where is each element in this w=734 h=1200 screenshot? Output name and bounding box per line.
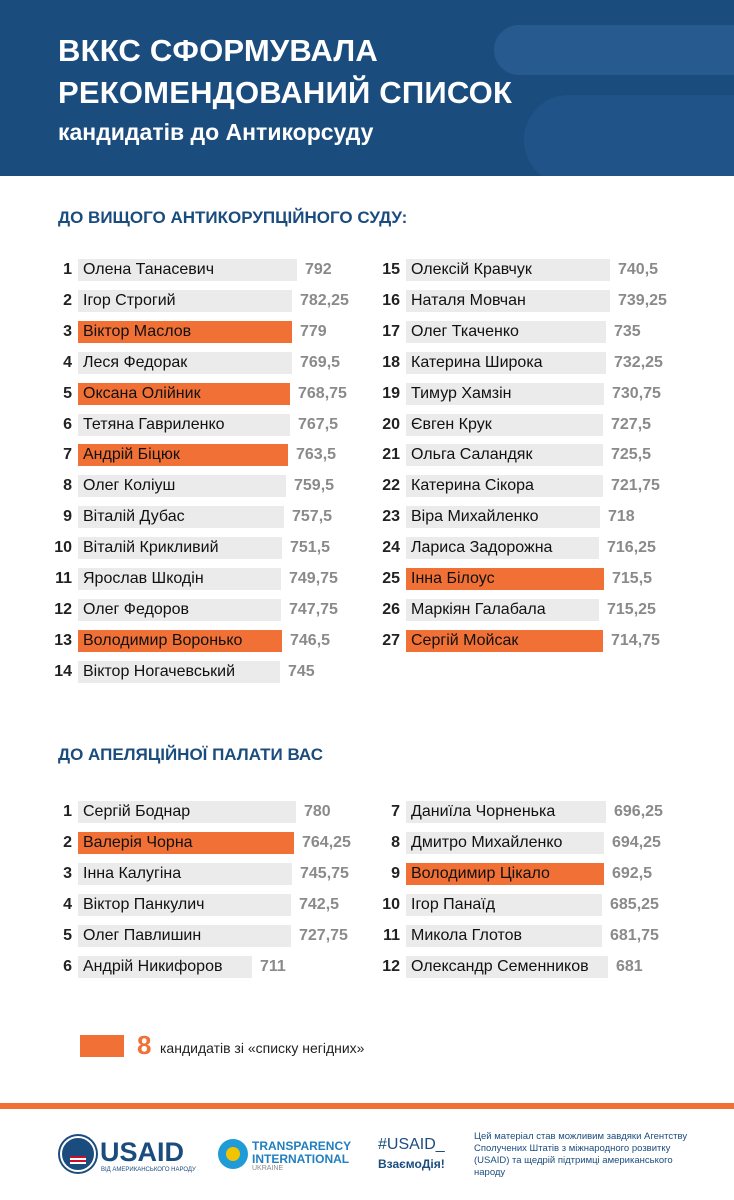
candidate-score: 711 [260,958,286,975]
candidate-number: 16 [382,291,400,309]
ti-logo-line2: INTERNATIONAL [252,1152,350,1166]
candidate-score: 692,5 [612,865,653,882]
candidate-row [52,956,286,978]
candidate-name: Віктор Ногачевський [78,661,280,683]
candidate-row [52,894,339,916]
candidate-row [380,290,667,312]
candidate-row [52,568,338,590]
candidate-number: 9 [63,508,72,526]
candidate-number: 1 [63,803,72,820]
hashtag-vzaemodia: ВзаємоДія! [378,1157,445,1171]
candidate-name: Дмитро Михайленко [406,832,604,854]
candidate-name: Леся Федорак [78,352,292,374]
candidate-score: 745 [288,662,315,680]
candidate-score: 746,5 [290,631,331,649]
candidate-row [52,506,332,528]
candidate-number: 23 [382,508,400,526]
candidate-row [52,661,315,683]
candidate-name: Олег Ткаченко [406,321,606,343]
candidate-row [380,414,651,436]
candidate-score: 757,5 [292,508,333,526]
candidate-name: Ігор Панаїд [406,894,602,916]
candidate-number: 12 [382,958,400,975]
candidate-name: Лариса Задорожна [406,537,599,559]
candidate-row [380,506,635,528]
candidate-name: Тетяна Гавриленко [78,414,290,436]
candidate-row [380,321,641,343]
candidate-score: 732,25 [614,353,663,371]
candidate-row [380,444,651,466]
transparency-international-icon [218,1139,248,1169]
candidate-score: 739,25 [618,291,667,309]
candidate-score: 735 [614,322,641,340]
candidate-score: 715,25 [607,600,656,618]
candidate-row [52,383,347,405]
candidate-number: 6 [63,958,72,975]
candidate-row [52,475,334,497]
disclaimer-text: Цей матеріал став можливим завдяки Агентству Сполучених Штатів з міжнародного розвитку (USAID) та щедрій підтримці американського народу [474,1131,688,1178]
hashtag-usaid: #USAID_ [378,1136,445,1153]
candidate-number: 25 [382,570,400,587]
candidate-number: 4 [63,353,72,371]
candidate-row [52,352,340,374]
candidate-score: 749,75 [289,570,338,587]
candidate-name: Сергій Боднар [78,801,296,823]
candidate-name: Микола Глотов [406,925,602,947]
candidate-row [52,832,351,854]
candidate-row [380,475,660,497]
candidate-row [52,863,349,885]
candidate-row [52,290,349,312]
candidate-row [380,383,661,405]
candidate-score: 782,25 [300,291,349,309]
candidate-name: Маркіян Галабала [406,599,599,621]
candidate-name: Даниїла Чорненька [406,801,606,823]
candidate-number: 10 [382,896,400,913]
candidate-row [380,599,656,621]
candidate-number: 7 [391,803,400,820]
candidate-score: 681 [616,958,643,975]
candidate-number: 5 [63,927,72,944]
candidate-name: Олег Федоров [78,599,281,621]
candidate-name: Олена Танасевич [78,259,297,281]
candidate-number: 14 [54,662,72,680]
candidate-name: Андрій Никифоров [78,956,252,978]
candidate-row [380,568,652,590]
candidate-number: 27 [382,631,400,649]
candidate-name: Катерина Широка [406,352,606,374]
candidate-row [52,537,330,559]
section-title-appeal-chamber: ДО АПЕЛЯЦІЙНОЇ ПАЛАТИ ВАС [58,745,324,764]
candidate-score: 725,5 [611,446,652,464]
candidate-score: 779 [300,322,327,340]
candidate-score: 768,75 [298,384,347,402]
candidate-row [380,259,658,281]
candidate-score: 740,5 [618,261,659,278]
candidate-name: Ольга Саландяк [406,444,603,466]
candidate-row [380,537,656,559]
header-banner [0,0,734,176]
section-title-supreme-court: ДО ВИЩОГО АНТИКОРУПЦІЙНОГО СУДУ: [58,208,408,227]
candidate-row [380,801,663,823]
candidate-number: 9 [391,865,400,882]
candidate-number: 2 [63,834,72,851]
legend-text: кандидатів зі «списку негідних» [160,1040,365,1056]
candidate-number: 2 [63,291,72,309]
candidate-number: 11 [383,927,400,944]
title-line-2: РЕКОМЕНДОВАНИЙ СПИСОК [58,75,513,110]
candidate-number: 20 [382,415,400,433]
candidate-number: 3 [63,322,72,340]
candidate-number: 26 [382,600,400,618]
candidate-number: 10 [54,539,72,557]
candidate-score: 763,5 [296,446,337,464]
candidate-row [380,832,661,854]
candidate-row [52,321,327,343]
candidate-score: 745,75 [300,865,349,882]
candidate-name: Володимир Воронько [78,630,282,652]
candidate-number: 8 [391,834,400,851]
candidate-name: Наталя Мовчан [406,290,610,312]
candidate-score: 759,5 [294,477,335,495]
candidate-number: 22 [382,477,400,495]
candidate-row [52,599,338,621]
candidate-name: Ярослав Шкодін [78,568,281,590]
candidate-score: 714,75 [611,631,660,649]
candidate-name: Ігор Строгий [78,290,292,312]
candidate-score: 792 [305,261,332,278]
candidate-row [52,925,348,947]
candidate-score: 780 [304,803,331,820]
candidate-name: Катерина Сікора [406,475,603,497]
candidate-name: Сергій Мойсак [406,630,603,652]
candidate-score: 767,5 [298,415,339,433]
candidate-number: 3 [63,865,72,882]
candidate-score: 751,5 [290,539,331,557]
candidate-name: Віталій Крикливий [78,537,282,559]
candidate-name: Тимур Хамзін [406,383,604,405]
title-line-1: ВККС СФОРМУВАЛА [58,33,378,68]
candidate-score: 685,25 [610,896,659,913]
candidate-score: 715,5 [612,570,653,587]
candidate-number: 15 [382,261,400,278]
candidate-row [52,444,336,466]
candidate-score: 730,75 [612,384,661,402]
candidate-score: 769,5 [300,353,341,371]
decor-shape [524,95,734,176]
ti-logo-line3: UKRAINE [252,1165,284,1172]
candidate-score: 681,75 [610,927,659,944]
candidate-number: 8 [63,477,72,495]
usaid-logo-text: USAID [100,1137,185,1167]
candidate-name: Інна Калугіна [78,863,292,885]
candidate-name: Олександр Семенников [406,956,608,978]
candidate-row [380,894,659,916]
candidate-score: 718 [608,508,635,526]
usaid-logo-subtext: ВІД АМЕРИКАНСЬКОГО НАРОДУ [101,1167,196,1173]
candidate-number: 21 [382,446,400,464]
candidate-name: Олексій Кравчук [406,259,610,281]
candidate-name: Андрій Біцюк [78,444,288,466]
candidate-number: 13 [54,631,72,649]
candidate-name: Віра Михайленко [406,506,600,528]
candidate-row [380,352,663,374]
candidate-number: 12 [54,600,72,618]
candidate-row [52,801,331,823]
candidate-name: Олег Павлишин [78,925,291,947]
candidate-score: 716,25 [607,539,656,557]
subtitle: кандидатів до Антикорсуду [58,119,374,145]
candidate-number: 5 [63,384,72,402]
candidate-score: 727,5 [611,415,652,433]
candidate-number: 11 [55,570,72,587]
candidate-name: Валерія Чорна [78,832,294,854]
legend-count: 8 [137,1030,152,1060]
candidate-row [380,863,652,885]
footer-divider [0,1103,734,1109]
candidate-number: 19 [382,384,400,402]
candidate-row [380,925,659,947]
candidate-row [52,259,332,281]
candidate-number: 17 [382,322,400,340]
candidate-score: 742,5 [299,896,340,913]
candidate-name: Оксана Олійник [78,383,290,405]
candidate-score: 764,25 [302,834,351,851]
decor-shape [494,25,734,75]
candidate-score: 694,25 [612,834,661,851]
candidate-number: 4 [63,896,72,913]
candidate-score: 727,75 [299,927,348,944]
candidate-row [380,630,660,652]
candidate-number: 24 [382,539,400,557]
legend-swatch [80,1035,124,1057]
candidate-name: Євген Крук [406,414,603,436]
candidate-score: 747,75 [289,600,338,618]
candidate-score: 721,75 [611,477,660,495]
ti-logo-line1: TRANSPARENCY [252,1139,352,1153]
candidate-number: 1 [63,261,72,278]
candidate-row [52,630,330,652]
candidate-name: Олег Коліуш [78,475,286,497]
candidate-row [380,956,643,978]
candidate-name: Віктор Маслов [78,321,292,343]
candidate-number: 7 [63,446,72,464]
usaid-seal-icon [60,1136,96,1172]
candidate-name: Володимир Цікало [406,863,604,885]
candidate-name: Віктор Панкулич [78,894,291,916]
candidate-number: 6 [63,415,72,433]
candidate-name: Інна Білоус [406,568,604,590]
candidate-score: 696,25 [614,803,663,820]
candidate-row [52,414,338,436]
candidate-name: Віталій Дубас [78,506,284,528]
candidate-number: 18 [382,353,400,371]
